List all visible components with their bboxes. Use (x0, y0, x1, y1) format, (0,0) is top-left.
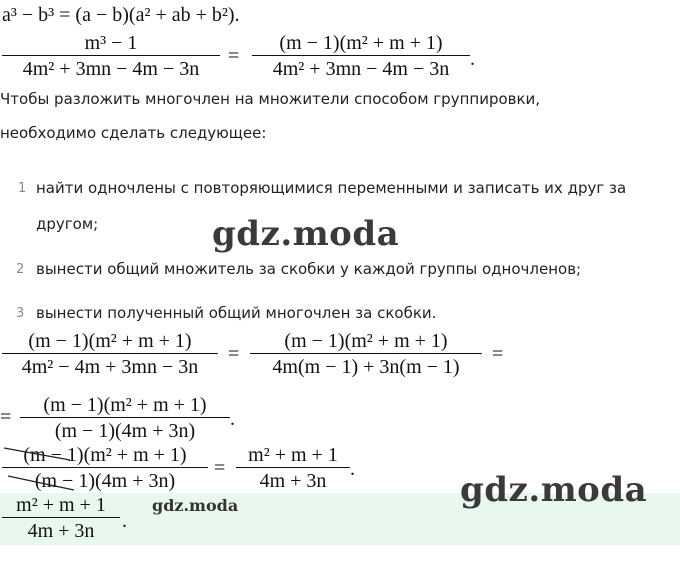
fraction-denominator: 4m + 3n (27, 520, 95, 542)
fraction-bar (252, 55, 470, 56)
fraction-numerator: m² + m + 1 (16, 494, 106, 516)
equals-sign: = (214, 457, 226, 479)
fraction-denominator: (m − 1)(4m + 3n) (54, 420, 196, 442)
fraction-bar (20, 417, 230, 418)
step1-right-fraction (252, 32, 470, 80)
equals-sign: = (228, 343, 240, 365)
cube-identity-formula: a³ − b³ = (a − b)(a² + ab + b²). (2, 4, 240, 26)
fraction-denominator: 4m² − 4m + 3mn − 3n (21, 356, 199, 378)
equals-sign: = (228, 45, 240, 67)
step3-fraction (20, 394, 230, 442)
step2-right-fraction (250, 330, 482, 378)
fraction-numerator: m² + m + 1 (248, 444, 338, 466)
fraction-numerator: (m − 1)(m² + m + 1) (284, 330, 448, 352)
equals-sign: = (0, 406, 12, 428)
fraction-numerator: (m − 1)(m² + m + 1) (23, 444, 187, 466)
watermark-logo: gdz.moda (152, 496, 239, 515)
intro-line-1: Чтобы разложить многочлен на множители способом группировки, (0, 90, 541, 108)
watermark-logo: gdz.moda (460, 470, 648, 510)
fraction-bar (2, 517, 120, 518)
fraction-denominator: 4m² + 3mn − 4m − 3n (272, 58, 450, 80)
period: . (122, 510, 127, 532)
step4-right-fraction (236, 444, 350, 492)
fraction-denominator: 4m² + 3mn − 4m − 3n (22, 58, 200, 80)
period: . (350, 458, 355, 480)
cancellation-strikes (0, 440, 80, 496)
strike-line (8, 476, 74, 490)
equals-sign: = (492, 343, 504, 365)
list-item-1-line-1: найти одночлены с повторяющимися переменными и записать их друг за (36, 179, 627, 197)
fraction-numerator: (m − 1)(m² + m + 1) (28, 330, 192, 352)
step2-left-fraction (2, 330, 218, 378)
list-item-2: вынести общий множитель за скобки у каждой группы одночленов; (36, 260, 582, 278)
fraction-bar (250, 353, 482, 354)
period: . (230, 408, 235, 430)
fraction-numerator: (m − 1)(m² + m + 1) (43, 394, 207, 416)
fraction-denominator: (m − 1)(4m + 3n) (34, 470, 176, 492)
fraction-bar (2, 55, 220, 56)
fraction-bar (236, 467, 350, 468)
fraction-bar (2, 353, 218, 354)
list-item-1-line-2: другом; (36, 215, 99, 233)
answer-fraction (2, 494, 120, 542)
list-marker: 2 (16, 262, 25, 277)
list-marker: 1 (18, 181, 27, 196)
watermark-logo: gdz.moda (212, 214, 400, 254)
list-item-3: вынести полученный общий многочлен за скобки. (36, 304, 437, 322)
fraction-numerator: m³ − 1 (84, 32, 138, 54)
fraction-denominator: 4m(m − 1) + 3n(m − 1) (272, 356, 460, 378)
period: . (470, 48, 475, 70)
fraction-numerator: (m − 1)(m² + m + 1) (279, 32, 443, 54)
intro-line-2: необходимо сделать следующее: (0, 124, 267, 142)
list-marker: 3 (16, 306, 25, 321)
strike-line (4, 448, 70, 460)
fraction-denominator: 4m + 3n (259, 470, 327, 492)
step1-left-fraction (2, 32, 220, 80)
